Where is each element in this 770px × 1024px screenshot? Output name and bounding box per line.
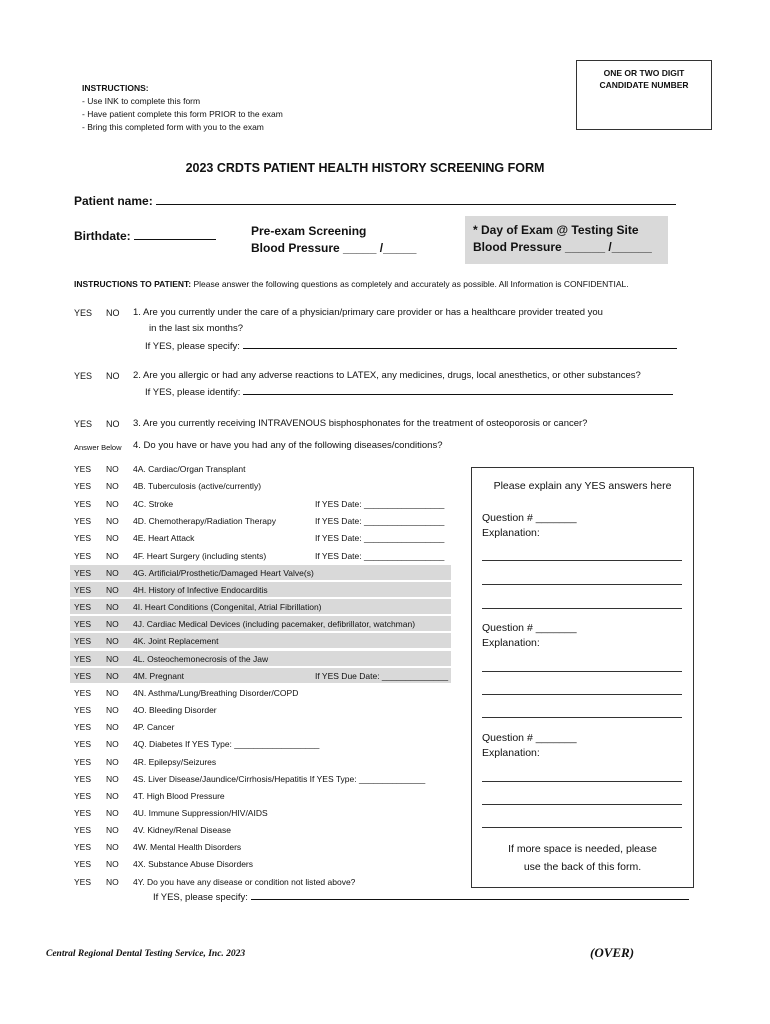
birthdate-field[interactable]: [74, 229, 216, 243]
condition-date-field[interactable]: If YES Date: _________________: [315, 533, 445, 543]
condition-yes[interactable]: YES: [74, 774, 92, 784]
preexam-label: Pre-exam Screening: [251, 224, 367, 238]
candidate-box-label: ONE OR TWO DIGIT: [603, 68, 685, 78]
dayexam-bp-field[interactable]: Blood Pressure ______ /______: [473, 240, 652, 254]
explanation-line[interactable]: [482, 694, 682, 695]
explanation-line[interactable]: [482, 584, 682, 585]
form-title: 2023 CRDTS PATIENT HEALTH HISTORY SCREENING FORM: [185, 161, 545, 175]
q1-text: 1. Are you currently under the care of a physician/primary care provider or has a healthcare provider treated you: [133, 307, 603, 318]
condition-label: 4P. Cancer: [133, 722, 175, 732]
question-number-field[interactable]: Question # _______: [482, 622, 577, 634]
condition-date-field[interactable]: If YES Date: _________________: [315, 499, 445, 509]
condition-no[interactable]: NO: [106, 602, 119, 612]
q4-text: 4. Do you have or have you had any of the following diseases/conditions?: [133, 440, 443, 451]
explanation-label: Explanation:: [482, 527, 540, 539]
condition-label: 4O. Bleeding Disorder: [133, 705, 217, 715]
instruction-item: - Have patient complete this form PRIOR to the exam: [82, 109, 283, 119]
explanation-label: Explanation:: [482, 637, 540, 649]
condition-yes[interactable]: YES: [74, 499, 92, 509]
condition-no[interactable]: NO: [106, 791, 119, 801]
condition-date-field[interactable]: If YES Date: _________________: [315, 516, 445, 526]
instruction-item: - Bring this completed form with you to the exam: [82, 122, 264, 132]
condition-label: 4K. Joint Replacement: [133, 636, 219, 646]
q2-yes[interactable]: YES: [74, 371, 93, 381]
condition-label: 4C. Stroke: [133, 499, 174, 509]
condition-label: 4S. Liver Disease/Jaundice/Cirrhosis/Hepatitis If YES Type: ______________: [133, 774, 426, 784]
explanation-line[interactable]: [482, 671, 682, 672]
condition-yes[interactable]: YES: [74, 842, 92, 852]
explanation-box: [471, 467, 694, 888]
condition-yes[interactable]: YES: [74, 619, 92, 629]
condition-yes[interactable]: YES: [74, 688, 92, 698]
explanation-line[interactable]: [482, 781, 682, 782]
footer-over: (OVER): [590, 945, 635, 960]
condition-yes[interactable]: YES: [74, 791, 92, 801]
condition-date-field[interactable]: If YES Date: _________________: [315, 551, 445, 561]
condition-no[interactable]: NO: [106, 568, 119, 578]
explanation-line[interactable]: [482, 717, 682, 718]
patient-name-line[interactable]: [156, 195, 676, 205]
condition-no[interactable]: NO: [106, 705, 119, 715]
condition-no[interactable]: NO: [106, 464, 119, 474]
day-of-exam-blood-pressure[interactable]: [465, 216, 668, 264]
condition-yes[interactable]: YES: [74, 654, 92, 664]
birthdate-label: Birthdate:: [74, 229, 131, 243]
instructions-heading: INSTRUCTIONS:: [82, 83, 149, 93]
condition-no[interactable]: NO: [106, 722, 119, 732]
condition-label: 4E. Heart Attack: [133, 533, 195, 543]
condition-yes[interactable]: YES: [74, 757, 92, 767]
candidate-number-box[interactable]: [576, 60, 712, 130]
condition-label: 4X. Substance Abuse Disorders: [133, 859, 254, 869]
condition-yes[interactable]: YES: [74, 722, 92, 732]
condition-no[interactable]: NO: [106, 739, 119, 749]
condition-label: 4I. Heart Conditions (Congenital, Atrial Fibrillation): [133, 602, 322, 612]
condition-label: 4B. Tuberculosis (active/currently): [133, 481, 262, 491]
condition-label: 4V. Kidney/Renal Disease: [133, 825, 231, 835]
condition-no[interactable]: NO: [106, 671, 119, 681]
condition-no[interactable]: NO: [106, 877, 119, 887]
condition-label: 4L. Osteochemonecrosis of the Jaw: [133, 654, 269, 664]
instructions-block: [82, 82, 283, 134]
condition-label: 4W. Mental Health Disorders: [133, 842, 242, 852]
condition-yes[interactable]: YES: [74, 533, 92, 543]
q2-no[interactable]: NO: [106, 371, 120, 381]
dayexam-label: * Day of Exam @ Testing Site: [473, 223, 639, 237]
condition-no[interactable]: NO: [106, 859, 119, 869]
condition-no[interactable]: NO: [106, 585, 119, 595]
q1-specify-line[interactable]: [243, 340, 677, 349]
more-space-line: use the back of this form.: [523, 861, 642, 873]
condition-no[interactable]: NO: [106, 774, 119, 784]
q1-specify[interactable]: [145, 339, 677, 355]
q1-text-cont: in the last six months?: [149, 323, 243, 334]
preexam-blood-pressure[interactable]: [251, 223, 416, 257]
condition-label: 4R. Epilepsy/Seizures: [133, 757, 217, 767]
condition-no[interactable]: NO: [106, 533, 119, 543]
q2-specify-line[interactable]: [243, 386, 673, 395]
explanation-line[interactable]: [482, 804, 682, 805]
condition-yes[interactable]: YES: [74, 825, 92, 835]
condition-label: 4M. Pregnant: [133, 671, 185, 681]
condition-no[interactable]: NO: [106, 688, 119, 698]
condition-yes[interactable]: YES: [74, 516, 92, 526]
condition-yes[interactable]: YES: [74, 739, 92, 749]
condition-label: 4Q. Diabetes If YES Type: __________________: [133, 739, 320, 749]
condition-no[interactable]: NO: [106, 654, 119, 664]
condition-yes[interactable]: YES: [74, 568, 92, 578]
q2-text: 2. Are you allergic or had any adverse reactions to LATEX, any medicines, drugs, local anesthetics, or other substances?: [133, 370, 641, 381]
condition-yes[interactable]: YES: [74, 636, 92, 646]
condition-yes[interactable]: YES: [74, 877, 92, 887]
condition-no[interactable]: NO: [106, 636, 119, 646]
preexam-bp-field[interactable]: Blood Pressure _____ /_____: [251, 241, 417, 255]
footer-organization: Central Regional Dental Testing Service, Inc. 2023: [46, 949, 246, 959]
explanation-line[interactable]: [482, 608, 682, 609]
condition-yes[interactable]: YES: [74, 671, 92, 681]
condition-label: 4G. Artificial/Prosthetic/Damaged Heart Valve(s): [133, 568, 314, 578]
candidate-box-label: CANDIDATE NUMBER: [599, 80, 689, 90]
shaded-row: [70, 633, 451, 648]
condition-yes[interactable]: YES: [74, 464, 92, 474]
condition-label: 4T. High Blood Pressure: [133, 791, 225, 801]
condition-no[interactable]: NO: [106, 516, 119, 526]
condition-no[interactable]: NO: [106, 481, 119, 491]
question-number-field[interactable]: Question # _______: [482, 732, 577, 744]
condition-no[interactable]: NO: [106, 499, 119, 509]
q2-specify-label: If YES, please identify:: [145, 387, 241, 398]
q1-specify-label: If YES, please specify:: [145, 341, 240, 352]
condition-yes[interactable]: YES: [74, 481, 92, 491]
condition-no[interactable]: NO: [106, 808, 119, 818]
condition-no[interactable]: NO: [106, 842, 119, 852]
instruction-item: - Use INK to complete this form: [82, 96, 201, 106]
patient-instructions-heading: INSTRUCTIONS TO PATIENT:: [74, 279, 192, 289]
more-space-note: [472, 840, 693, 876]
condition-date-field[interactable]: If YES Due Date: ______________: [315, 671, 449, 681]
q3-text: 3. Are you currently receiving INTRAVENOUS bisphosphonates for the treatment of osteoporosis or cancer?: [133, 418, 588, 429]
condition-yes[interactable]: YES: [74, 859, 92, 869]
condition-label: 4F. Heart Surgery (including stents): [133, 551, 267, 561]
q4y-specify-line[interactable]: [251, 891, 689, 900]
question-number-field[interactable]: Question # _______: [482, 512, 577, 524]
condition-yes[interactable]: YES: [74, 585, 92, 595]
patient-instructions: [74, 279, 629, 289]
patient-name-field[interactable]: [74, 194, 676, 208]
explanation-label: Explanation:: [482, 747, 540, 759]
q4y-specify-label: If YES, please specify:: [153, 892, 248, 903]
condition-label: 4J. Cardiac Medical Devices (including pacemaker, defibrillator, watchman): [133, 619, 416, 629]
condition-no[interactable]: NO: [106, 551, 119, 561]
condition-no[interactable]: NO: [106, 825, 119, 835]
condition-no[interactable]: NO: [106, 757, 119, 767]
q1-no[interactable]: NO: [106, 308, 120, 318]
q2-specify[interactable]: [145, 385, 673, 401]
condition-label: 4A. Cardiac/Organ Transplant: [133, 464, 246, 474]
q3-no[interactable]: NO: [106, 419, 120, 429]
explanation-heading: Please explain any YES answers here: [493, 480, 672, 492]
condition-label: 4N. Asthma/Lung/Breathing Disorder/COPD: [133, 688, 299, 698]
condition-label: 4Y. Do you have any disease or condition not listed above?: [133, 877, 356, 887]
more-space-line: If more space is needed, please: [508, 843, 657, 855]
answer-below-label: Answer Below: [74, 443, 122, 452]
condition-yes[interactable]: YES: [74, 551, 92, 561]
patient-name-label: Patient name:: [74, 194, 153, 208]
q1-yes[interactable]: YES: [74, 308, 93, 318]
q3-yes[interactable]: YES: [74, 419, 93, 429]
explanation-line[interactable]: [482, 827, 682, 828]
condition-yes[interactable]: YES: [74, 808, 92, 818]
condition-label: 4D. Chemotherapy/Radiation Therapy: [133, 516, 277, 526]
birthdate-line[interactable]: [134, 230, 216, 240]
q4y-specify[interactable]: [153, 890, 689, 906]
condition-label: 4H. History of Infective Endocarditis: [133, 585, 268, 595]
condition-yes[interactable]: YES: [74, 602, 92, 612]
explanation-line[interactable]: [482, 560, 682, 561]
condition-no[interactable]: NO: [106, 619, 119, 629]
condition-label: 4U. Immune Suppression/HIV/AIDS: [133, 808, 268, 818]
condition-yes[interactable]: YES: [74, 705, 92, 715]
patient-instructions-text: Please answer the following questions as completely and accurately as possible. All Information is CONFIDENTIAL.: [191, 279, 629, 289]
